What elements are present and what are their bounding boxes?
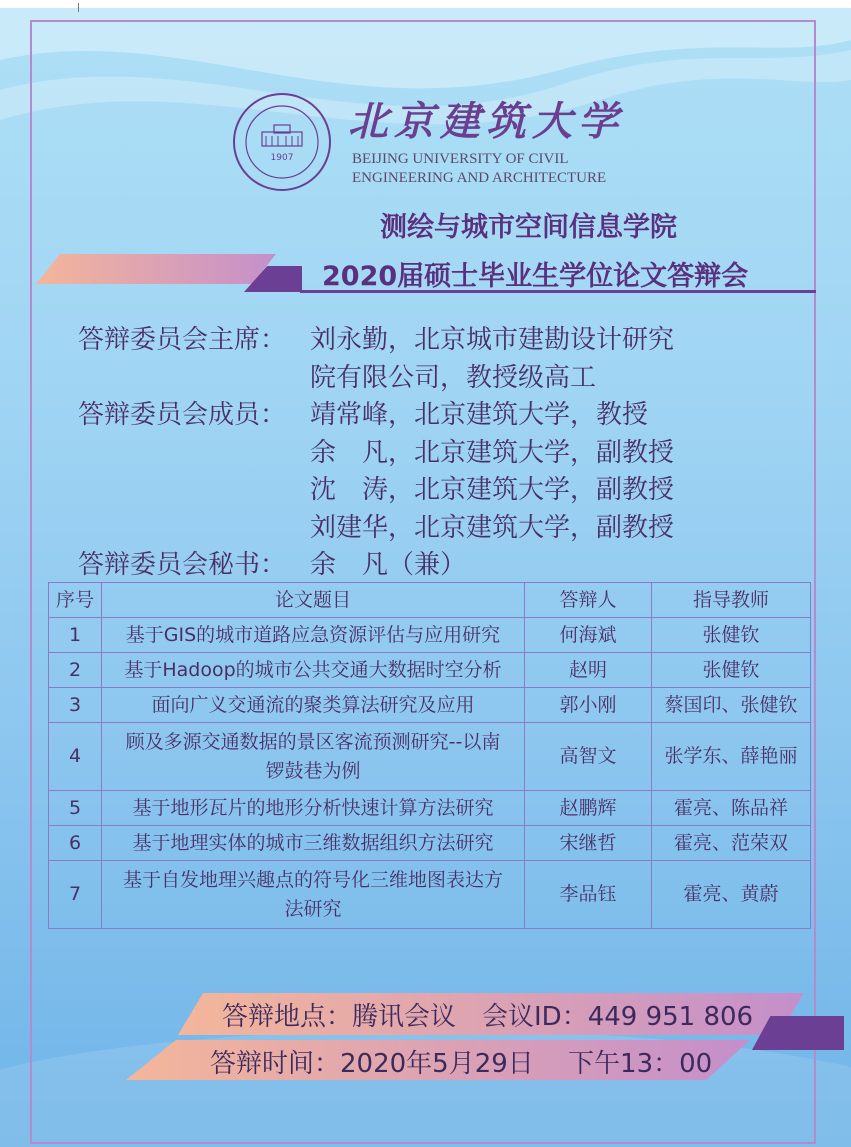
- university-name-en: [352, 150, 606, 188]
- row-number: 2: [49, 653, 102, 688]
- title-ribbon: [36, 254, 276, 284]
- table-row: [49, 861, 811, 929]
- table-row: [49, 688, 811, 723]
- member-name: 沈 涛，北京建筑大学，副教授: [310, 475, 675, 505]
- advisor-name: 张健钦: [652, 618, 811, 653]
- university-seal-icon: [232, 92, 332, 192]
- chair-role: 答辩委员会主席：: [78, 325, 287, 355]
- committee-member-row: [78, 435, 674, 473]
- table-header-row: [49, 583, 811, 618]
- advisor-name: 霍亮、陈品祥: [652, 791, 811, 826]
- university-name-en-line1: BEIJING UNIVERSITY OF CIVIL: [352, 151, 569, 167]
- committee-member-row: [78, 397, 674, 435]
- row-number: 3: [49, 688, 102, 723]
- defense-venue: 答辩地点：腾讯会议 会议ID：449 951 806: [222, 1002, 754, 1032]
- row-number: 1: [49, 618, 102, 653]
- advisor-name: 霍亮、范荣双: [652, 826, 811, 861]
- table-row: [49, 618, 811, 653]
- student-name: 李品钰: [525, 861, 652, 929]
- header-title: 论文题目: [102, 583, 525, 618]
- student-name: 赵明: [525, 653, 652, 688]
- table-row: [49, 653, 811, 688]
- header-number: 序号: [49, 583, 102, 618]
- secretary-role: 答辩委员会秘书：: [78, 550, 287, 580]
- table-row: [49, 723, 811, 791]
- row-number: 4: [49, 723, 102, 791]
- defense-time: 答辩时间：2020年5月29日 下午13：00: [210, 1049, 713, 1079]
- university-name-cn: 北京建筑大学: [348, 98, 624, 145]
- thesis-title: 基于地形瓦片的地形分析快速计算方法研究: [102, 791, 525, 826]
- thesis-table: [48, 582, 811, 929]
- thesis-title: 面向广义交通流的聚类算法研究及应用: [102, 688, 525, 723]
- chair-affiliation: 院有限公司，教授级高工: [310, 362, 597, 393]
- thesis-title: 基于自发地理兴趣点的符号化三维地图表达方 法研究: [102, 861, 525, 929]
- thesis-title: 顾及多源交通数据的景区客流预测研究--以南 锣鼓巷为例: [102, 723, 525, 791]
- thesis-title: 基于Hadoop的城市公共交通大数据时空分析: [102, 653, 525, 688]
- student-name: 高智文: [525, 723, 652, 791]
- member-name: 余 凡，北京建筑大学，副教授: [310, 437, 675, 468]
- defense-title: 2020届硕士毕业生学位论文答辩会: [322, 261, 749, 292]
- advisor-name: 蔡国印、张健钦: [652, 688, 811, 723]
- advisor-name: 张健钦: [652, 653, 811, 688]
- advisor-name: 张学东、薛艳丽: [652, 723, 811, 791]
- student-name: 宋继哲: [525, 826, 652, 861]
- thesis-title: 基于GIS的城市道路应急资源评估与应用研究: [102, 618, 525, 653]
- secretary-name: 余 凡（兼）: [310, 550, 467, 580]
- table-row: [49, 791, 811, 826]
- header-advisor: 指导教师: [652, 583, 811, 618]
- row-number: 5: [49, 791, 102, 826]
- table-row: [49, 826, 811, 861]
- committee-member-row: [78, 472, 674, 510]
- student-name: 何海斌: [525, 618, 652, 653]
- committee-chair-row-cont: [78, 360, 674, 398]
- svg-text:1907: 1907: [270, 153, 294, 163]
- committee-member-row: [78, 510, 674, 548]
- chair-name: 刘永勤，北京城市建勘设计研究: [310, 325, 675, 355]
- committee-chair-row: [78, 322, 674, 360]
- members-role: 答辩委员会成员：: [78, 400, 287, 430]
- row-number: 6: [49, 826, 102, 861]
- header-student: 答辩人: [525, 583, 652, 618]
- committee-secretary-row: [78, 547, 674, 585]
- member-name: 刘建华，北京建筑大学，副教授: [310, 512, 675, 543]
- college-name: 测绘与城市空间信息学院: [380, 212, 677, 243]
- member-name: 靖常峰，北京建筑大学，教授: [310, 400, 649, 430]
- thesis-title: 基于地理实体的城市三维数据组织方法研究: [102, 826, 525, 861]
- committee-list: [78, 322, 674, 585]
- student-name: 赵鹏辉: [525, 791, 652, 826]
- university-name-en-line2: ENGINEERING AND ARCHITECTURE: [352, 170, 607, 186]
- row-number: 7: [49, 861, 102, 929]
- student-name: 郭小刚: [525, 688, 652, 723]
- advisor-name: 霍亮、黄蔚: [652, 861, 811, 929]
